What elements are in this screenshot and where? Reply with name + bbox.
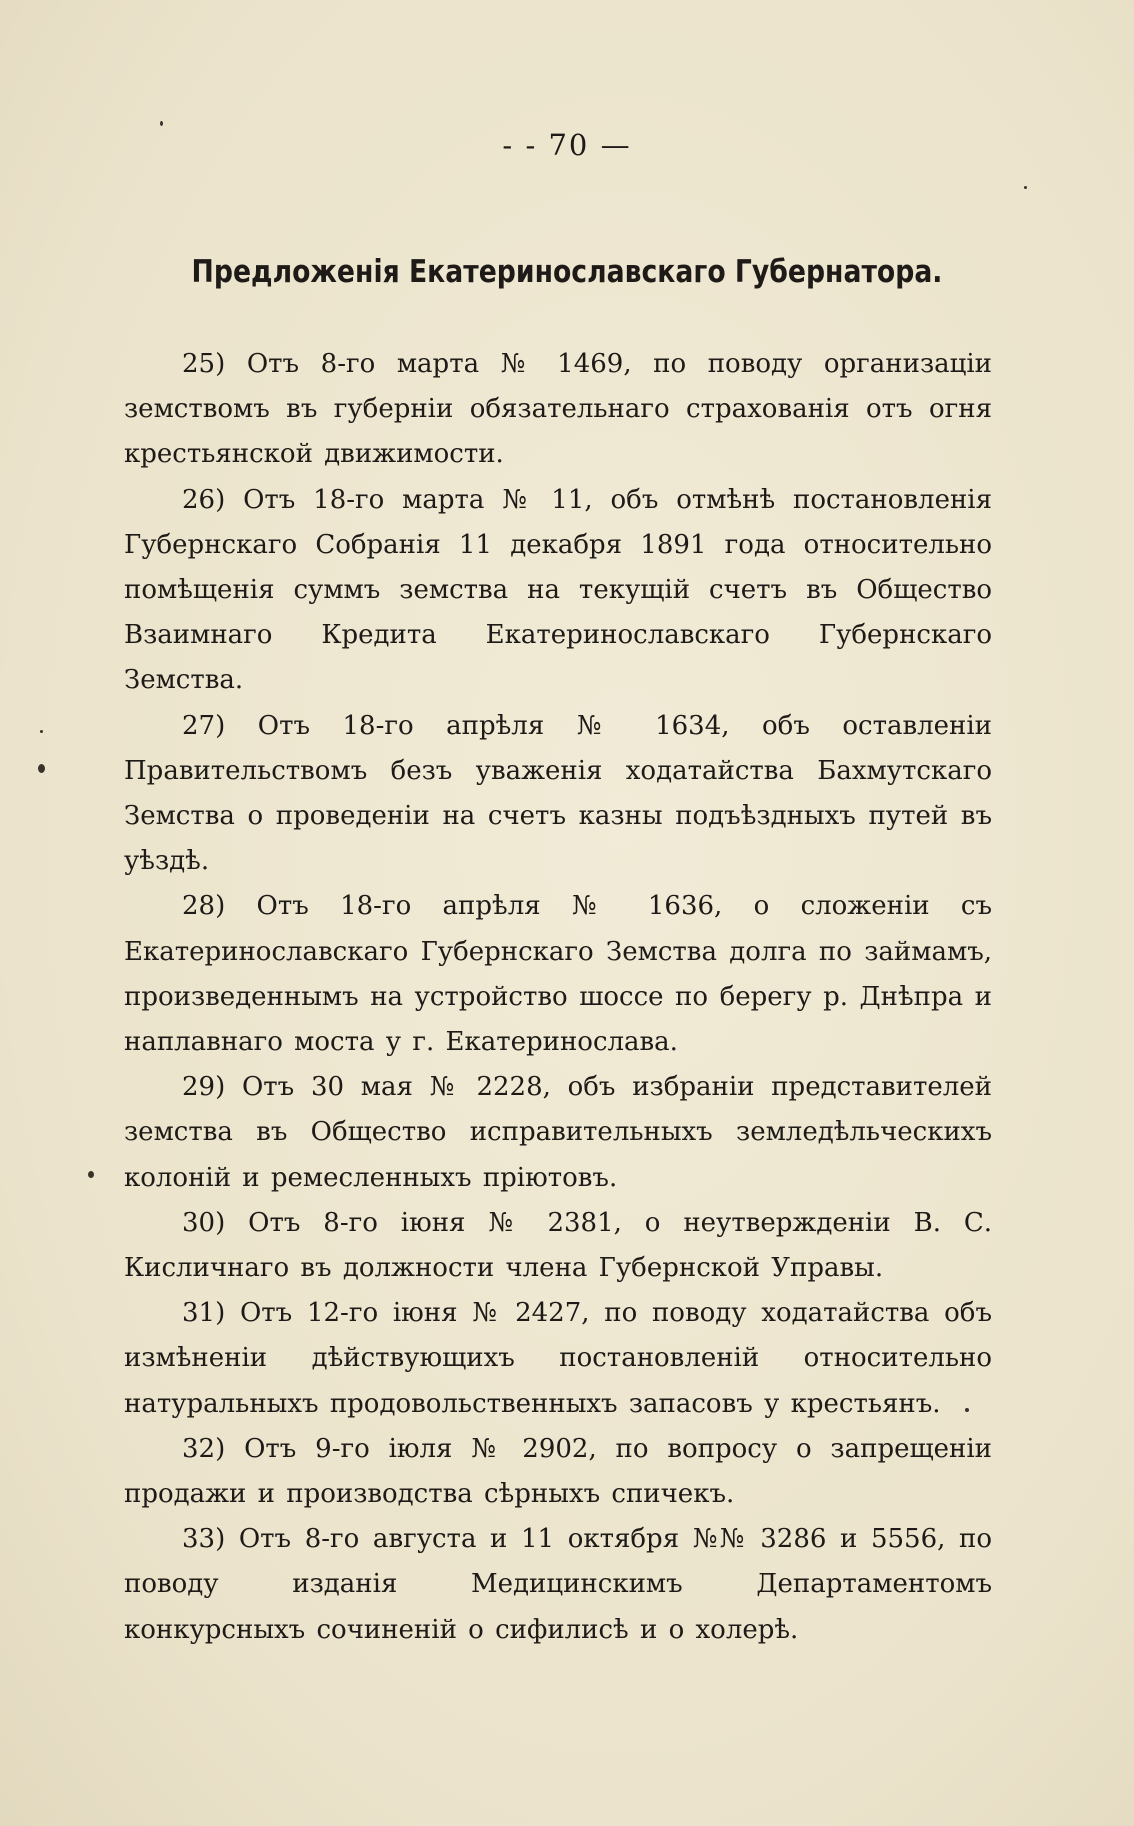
entry-28 — [124, 884, 992, 1065]
entry-number: 26) — [182, 484, 226, 515]
entry-27 — [124, 704, 992, 885]
entry-text: Отъ 12-го іюня № 2427, по поводу ходатайства объ измѣненіи дѣйствующихъ постановленій относительно натуральныхъ продовольственныхъ запасовъ у крестьянъ. — [124, 1298, 993, 1419]
paper-speck — [88, 1171, 94, 1178]
entry-25 — [124, 342, 992, 478]
entry-number: 30) — [182, 1207, 226, 1238]
entry-31 — [124, 1291, 992, 1427]
paper-speck — [160, 121, 163, 126]
entry-number: 33) — [182, 1524, 226, 1555]
entry-number: 31) — [182, 1298, 226, 1329]
entry-text: Отъ 9-го іюля № 2902, по вопросу о запрещеніи продажи и производства сѣрныхъ спичекъ. — [124, 1433, 993, 1510]
entry-32 — [124, 1427, 992, 1517]
entry-text: Отъ 30 мая № 2228, объ избраніи представителей земства въ Общество исправительныхъ земледѣльческихъ колоній и ремесленныхъ пріютовъ. — [124, 1072, 993, 1193]
entry-26 — [124, 478, 992, 704]
entry-text: Отъ 8-го іюня № 2381, о неутвержденіи В. С. Кисличнаго въ должности члена Губернской Управы. — [124, 1207, 993, 1284]
entry-number: 28) — [182, 891, 226, 922]
entry-30 — [124, 1201, 992, 1291]
entry-number: 32) — [182, 1433, 226, 1464]
entry-text: Отъ 18-го апрѣля № 1636, о сложеніи съ Екатеринославскаго Губернскаго Земства долга по займамъ, произведеннымъ на устройство шоссе по берегу р. Днѣпра и наплавнаго моста у г. Екатеринослава. — [124, 891, 992, 1058]
entry-text: Отъ 18-го апрѣля № 1634, объ оставленіи Правительствомъ безъ уваженія ходатайства Бахмутскаго Земства о проведеніи на счетъ казны подъѣздныхъ путей въ уѣздѣ. — [124, 710, 993, 877]
entry-text: Отъ 8-го марта № 1469, по поводу организаціи земствомъ въ губерніи обязательнаго страхованія отъ огня крестьянской движимости. — [124, 349, 993, 470]
paper-speck — [965, 1408, 969, 1412]
entry-29 — [124, 1065, 992, 1201]
entry-number: 29) — [182, 1072, 226, 1103]
section-title: Предложенія Екатеринославскаго Губернатора. — [191, 254, 943, 290]
paper-speck — [40, 730, 43, 733]
entry-list — [124, 342, 992, 1653]
entry-text: Отъ 18-го марта № 11, объ отмѣнѣ постановленія Губернскаго Собранія 11 декабря 1891 года относительно помѣщенія суммъ земства на текущій счетъ въ Общество Взаимнаго Кредита Екатеринославскаго Губернскаго Земства. — [124, 484, 992, 696]
paper-speck — [1024, 186, 1027, 189]
entry-number: 27) — [182, 710, 226, 741]
entry-text: Отъ 8-го августа и 11 октября №№ 3286 и 5556, по поводу изданія Медицинскимъ Департаментомъ конкурсныхъ сочиненій о сифилисѣ и о холерѣ. — [124, 1524, 993, 1645]
entry-33 — [124, 1517, 992, 1653]
entry-number: 25) — [182, 349, 226, 379]
paper-speck — [38, 764, 45, 773]
page-number: - - 70 — — [502, 128, 632, 162]
